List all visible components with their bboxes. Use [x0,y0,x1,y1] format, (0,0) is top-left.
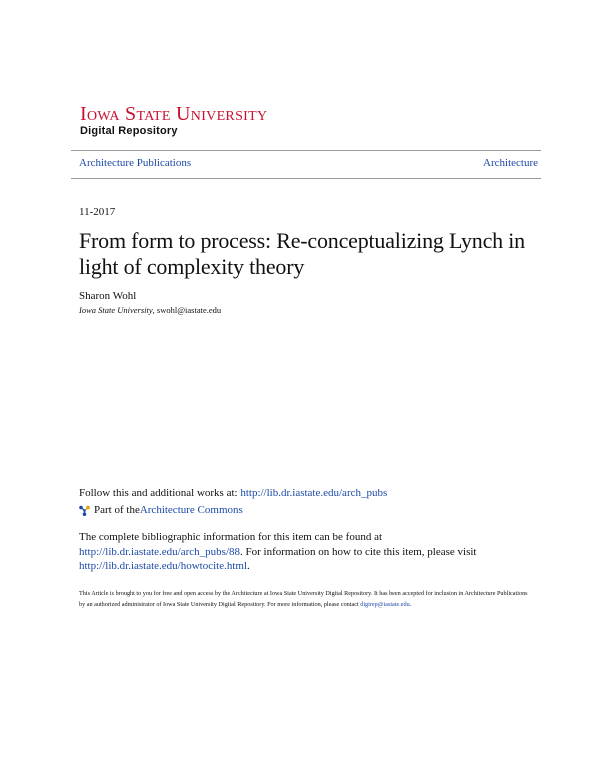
cite-suffix: . [247,560,250,572]
logo-university-name: Iowa State University [80,103,268,125]
top-divider [71,150,541,151]
author-institution: Iowa State University [79,305,153,315]
author-affiliation [79,305,221,315]
bottom-divider [71,178,541,179]
access-notice [79,588,529,610]
follow-link[interactable]: http://lib.dr.iastate.edu/arch_pubs [240,487,388,499]
cite-middle: . For information on how to cite this item, please visit [240,545,477,558]
access-notice-end: . [409,601,412,608]
follow-line [79,487,387,499]
architecture-publications-link[interactable]: Architecture Publications [79,157,192,169]
citation-info [79,530,529,574]
article-title: From form to process: Re-conceptualizing Lynch in light of complexity theory [79,228,525,279]
publication-date: 11-2017 [79,206,116,218]
follow-text: Follow this and additional works at: [79,487,241,499]
part-of-text: Part of the [94,504,140,516]
cite-prefix: The complete bibliographic information for this item can be found at [79,531,383,543]
university-logo [80,104,267,137]
logo-repository-name: Digital Repository [80,125,178,137]
author-email: , swohl@iastate.edu [152,305,222,315]
how-to-cite-link[interactable]: http://lib.dr.iastate.edu/howtocite.html [79,560,248,572]
architecture-commons-link[interactable]: Architecture Commons [139,504,243,516]
access-notice-text: This Article is brought to you for free and open access by the Architecture at Iowa State University Digital Repository. It has been accepted for inclusion in Architecture Publications by an authorized administrator of Iowa State University Digital Repository. For more information, please contact [79,590,528,608]
commons-network-icon [79,505,90,516]
author-name: Sharon Wohl [79,290,137,302]
item-url-link[interactable]: http://lib.dr.iastate.edu/arch_pubs/88 [79,545,240,558]
part-of-line [79,504,243,516]
architecture-link[interactable]: Architecture [483,157,538,169]
contact-email-link[interactable]: digirep@iastate.edu [360,601,410,608]
